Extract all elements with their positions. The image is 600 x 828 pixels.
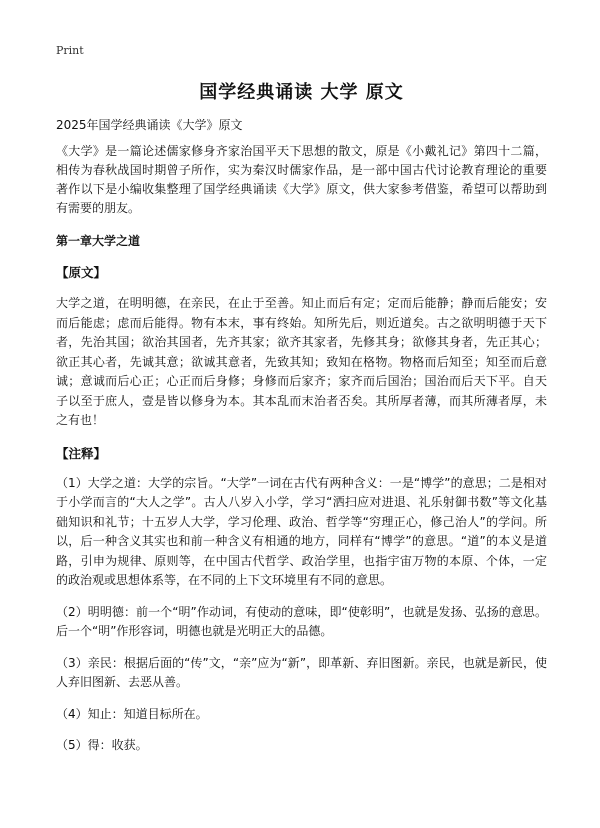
note-item: （2）明明德：前一个“明”作动词，有使动的意味，即“使彰明”，也就是发扬、弘扬的意思。后一个“明”作形容词，明德也就是光明正大的品德。: [56, 604, 547, 638]
page-title: 国学经典诵读 大学 原文: [199, 82, 404, 103]
notes-heading: 【注释】: [56, 445, 107, 461]
note-item: （4）知止：知道目标所在。: [56, 706, 208, 721]
note-item: （5）得：收获。: [56, 738, 148, 752]
note-item: （1）大学之道：大学的宗旨。“大学”一词在古代有两种含义：一是“博学”的意思；二是相对于小学而言的“大人之学”。古人八岁入小学，学习“洒扫应对进退、礼乐射御书数”等文化基础知识和礼节；十五岁人大学，学习伦理、政治、哲学等“穷理正心，修己治人”的学问。所以，后一种含义其实也和前一种含义有相通的地方，同样有“博学”的意思。“道”的本义是道路，引申为规律、原则等，在中国古代哲学、政治学里，也指宇宙万物的本原、个体，一定的政治观或思想体系等，在不同的上下文环境里有不同的意思。: [56, 475, 547, 587]
article-subtitle: 2025年国学经典诵读《大学》原文: [56, 118, 243, 132]
note-item: （3）亲民：根据后面的“传”文，“亲”应为“新”，即革新、弃旧图新。亲民，也就是新民，使人弃旧图新、去恶从善。: [56, 655, 547, 689]
intro-paragraph: 《大学》是一篇论述儒家修身齐家治国平天下思想的散文，原是《小戴礼记》第四十二篇，相传为春秋战国时期曾子所作，实为秦汉时儒家作品，是一部中国古代讨论教育理论的重要著作以下是小编收集整理了国学经典诵读《大学》原文，供大家参考借鉴，希望可以帮助到有需要的朋友。: [56, 144, 547, 215]
original-text: 大学之道，在明明德，在亲民，在止于至善。知止而后有定；定而后能静；静而后能安；安而后能虑；虑而后能得。物有本末，事有终始。知所先后，则近道矣。古之欲明明德于天下者，先治其国；欲治其国者，先齐其家；欲齐其家者，先修其身；欲修其身者，先正其心；欲正其心者，先诚其意；欲诚其意者，先致其知；致知在格物。物格而后知至；知至而后意诚；意诚而后心正；心正而后身修；身修而后家齐；家齐而后国治；国治而后天下平。自天子以至于庶人，壹是皆以修身为本。其本乱而末治者否矣。其所厚者薄，而其所薄者厚，未之有也！: [56, 296, 547, 427]
chapter-title: 第一章大学之道: [56, 234, 141, 248]
print-link[interactable]: Print: [56, 44, 84, 57]
original-heading: 【原文】: [56, 265, 107, 280]
